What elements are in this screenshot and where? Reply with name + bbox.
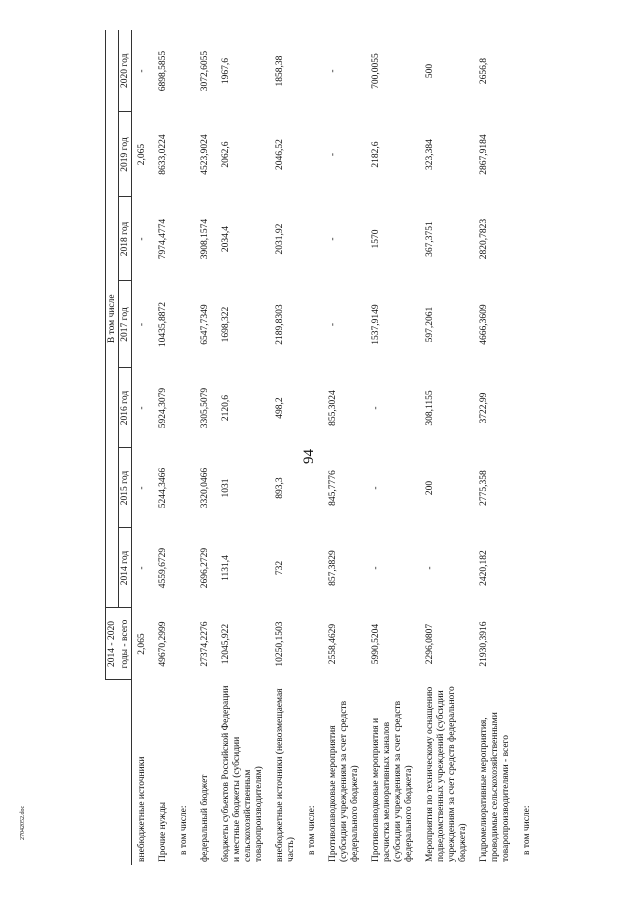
row-year-value: -	[371, 566, 381, 570]
row-year-value	[517, 448, 538, 528]
header-blank-2	[119, 680, 132, 865]
row-year-value: 2867,9184	[479, 134, 489, 175]
row-year-value: -	[137, 566, 147, 570]
row-year-value	[302, 30, 323, 112]
table-row	[195, 30, 216, 865]
row-year-value: 5244,3466	[158, 467, 168, 509]
table-row	[174, 30, 195, 865]
row-year-value	[174, 368, 195, 448]
row-year-value: -	[137, 406, 147, 410]
row-year-value: 1031	[221, 478, 231, 498]
row-year-value: 732	[275, 560, 285, 576]
row-year-value: -	[137, 237, 147, 241]
row-label: Противопаводковые мероприятия (субсидии учреждениям за счет средств федерального бюджета)	[328, 700, 360, 862]
row-year-value	[302, 197, 323, 281]
rotated-table-area	[105, 30, 580, 865]
row-year-value: 2182,6	[371, 141, 381, 168]
header-year-2017: 2017 год	[119, 281, 132, 368]
row-year-value: 1537,9149	[371, 304, 381, 345]
row-year-value: 2189,8303	[275, 304, 285, 345]
row-total-value: 2,065	[137, 633, 147, 655]
table-row	[323, 30, 366, 865]
row-year-value	[174, 112, 195, 197]
header-total-top: 2014 - 2020	[106, 608, 119, 680]
row-year-value: 857,3829	[328, 550, 338, 586]
row-year-value: 6898,5855	[158, 50, 168, 92]
row-year-value: 5924,3079	[158, 387, 168, 429]
row-year-value	[517, 281, 538, 368]
row-year-value: 4666,3609	[479, 304, 489, 345]
row-year-value: 2,065	[137, 143, 147, 166]
row-year-value	[517, 368, 538, 448]
row-year-value: 6547,7349	[200, 304, 210, 345]
header-year-2014: 2014 год	[119, 528, 132, 608]
row-year-value: 1131,4	[221, 555, 231, 581]
row-year-value: 1570	[371, 229, 381, 249]
row-year-value: 498,2	[275, 397, 285, 419]
row-year-value: 367,3751	[425, 221, 435, 257]
row-year-value: 3305,5079	[200, 387, 210, 429]
row-label: Противопаводковые мероприятия и расчистка мелиоративных каналов (субсидии учреждениям за счет средств федерального бюджета)	[371, 700, 414, 862]
row-label: в том числе:	[522, 805, 532, 855]
row-year-value: 308,1155	[425, 390, 435, 426]
row-label: Мероприятия по техническому оснащению подведомственных учреждений (субсидии учреждениям за счет средств федерального бюджета)	[425, 686, 468, 862]
row-year-value: 200	[425, 480, 435, 496]
row-year-value: -	[371, 406, 381, 410]
table-row	[153, 30, 174, 865]
row-year-value: 10435,8872	[158, 301, 168, 348]
row-year-value: 597,2061	[425, 306, 435, 343]
table-body	[132, 30, 539, 865]
row-total-value: 49670,2999	[158, 621, 168, 667]
header-total-bottom: годы - всего	[119, 608, 132, 680]
table-row	[474, 30, 517, 865]
row-year-value: -	[425, 566, 435, 570]
row-year-value	[302, 448, 323, 528]
row-year-value: -	[328, 237, 338, 241]
row-year-value: 3320,0466	[200, 467, 210, 509]
row-year-value	[302, 112, 323, 197]
row-year-value	[517, 112, 538, 197]
page-number: 94	[301, 449, 317, 464]
row-year-value: 500	[425, 63, 435, 79]
row-label: Прочие нужды	[158, 801, 168, 862]
row-year-value	[174, 30, 195, 112]
row-label: бюджеты субъектов Российской Федерации и местные бюджеты (субсидии сельскохозяйственным товаропроизводителям)	[221, 685, 264, 862]
row-label: в том числе:	[307, 805, 317, 855]
table-row	[420, 30, 474, 865]
row-total-value: 21930,3916	[479, 621, 489, 667]
row-year-value: 4523,9024	[200, 134, 210, 175]
header-year-2020: 2020 год	[119, 30, 132, 112]
row-year-value: 855,3024	[328, 390, 338, 426]
row-year-value	[174, 197, 195, 281]
row-year-value	[174, 448, 195, 528]
row-year-value: 2120,6	[221, 394, 231, 422]
header-year-2016: 2016 год	[119, 368, 132, 448]
row-label: в том числе:	[179, 805, 189, 855]
row-label: Гидромелиоративные мероприятия, проводимые сельскохозяйственными товаропроизводителями - всего	[479, 712, 511, 862]
row-year-value: 7974,4774	[158, 218, 168, 260]
row-total-value	[517, 608, 538, 680]
table-row	[302, 30, 323, 865]
table-row	[366, 30, 420, 865]
row-year-value: 2031,92	[275, 223, 285, 255]
row-total-value	[302, 608, 323, 680]
document-footer: 27042052.doc	[20, 805, 26, 840]
row-year-value: 2062,6	[221, 141, 231, 168]
row-year-value	[517, 30, 538, 112]
row-year-value: 1698,322	[221, 306, 231, 343]
row-year-value: -	[137, 486, 147, 490]
row-year-value: 700,0055	[371, 53, 381, 89]
row-year-value: -	[137, 322, 147, 327]
table-row	[517, 30, 538, 865]
row-year-value: -	[328, 322, 338, 327]
row-year-value: -	[371, 486, 381, 490]
row-year-value: -	[137, 69, 147, 73]
row-year-value	[302, 281, 323, 368]
header-year-2018: 2018 год	[119, 197, 132, 281]
row-year-value: 2420,182	[479, 550, 489, 586]
row-year-value	[302, 368, 323, 448]
row-label: внебюджетные источники (невозмещаемая часть)	[275, 688, 296, 862]
row-year-value: 2820,7823	[479, 218, 489, 260]
header-group: В том числе	[106, 30, 119, 608]
row-year-value	[517, 528, 538, 608]
row-year-value: -	[328, 152, 338, 157]
row-year-value: 2696,2729	[200, 547, 210, 589]
row-year-value: 2046,52	[275, 139, 285, 170]
row-year-value	[517, 197, 538, 281]
header-year-2015: 2015 год	[119, 448, 132, 528]
row-year-value: 3908,1574	[200, 218, 210, 260]
row-year-value	[174, 281, 195, 368]
row-year-value: 323,384	[425, 139, 435, 170]
row-year-value: 2775,358	[479, 470, 489, 506]
header-year-2019: 2019 год	[119, 112, 132, 197]
table-row	[132, 30, 154, 865]
row-year-value: 3072,6055	[200, 50, 210, 92]
row-year-value	[174, 528, 195, 608]
row-label: внебюджетные источники	[137, 756, 147, 862]
row-total-value: 27374,2276	[200, 621, 210, 667]
table-row	[270, 30, 302, 865]
row-year-value	[302, 528, 323, 608]
row-year-value: 4559,6729	[158, 547, 168, 589]
row-total-value	[174, 608, 195, 680]
row-year-value: 1858,38	[275, 55, 285, 87]
row-year-value: 893,3	[275, 477, 285, 499]
row-label: федеральный бюджет	[200, 774, 210, 862]
row-year-value: 2656,8	[479, 57, 489, 85]
budget-table	[105, 30, 538, 865]
header-blank	[106, 680, 119, 865]
row-total-value: 12045,922	[221, 623, 231, 665]
row-year-value: 2034,4	[221, 225, 231, 253]
row-year-value: 1967,6	[221, 57, 231, 85]
row-year-value: 845,7776	[328, 470, 338, 506]
row-year-value: 3722,99	[479, 392, 489, 424]
row-total-value: 2296,0807	[425, 623, 435, 665]
row-total-value: 10250,1503	[275, 621, 285, 667]
row-total-value: 2558,4629	[328, 623, 338, 665]
row-year-value: 8633,0224	[158, 134, 168, 175]
table-row	[216, 30, 270, 865]
row-year-value: -	[328, 69, 338, 73]
row-total-value: 5990,5204	[371, 623, 381, 665]
